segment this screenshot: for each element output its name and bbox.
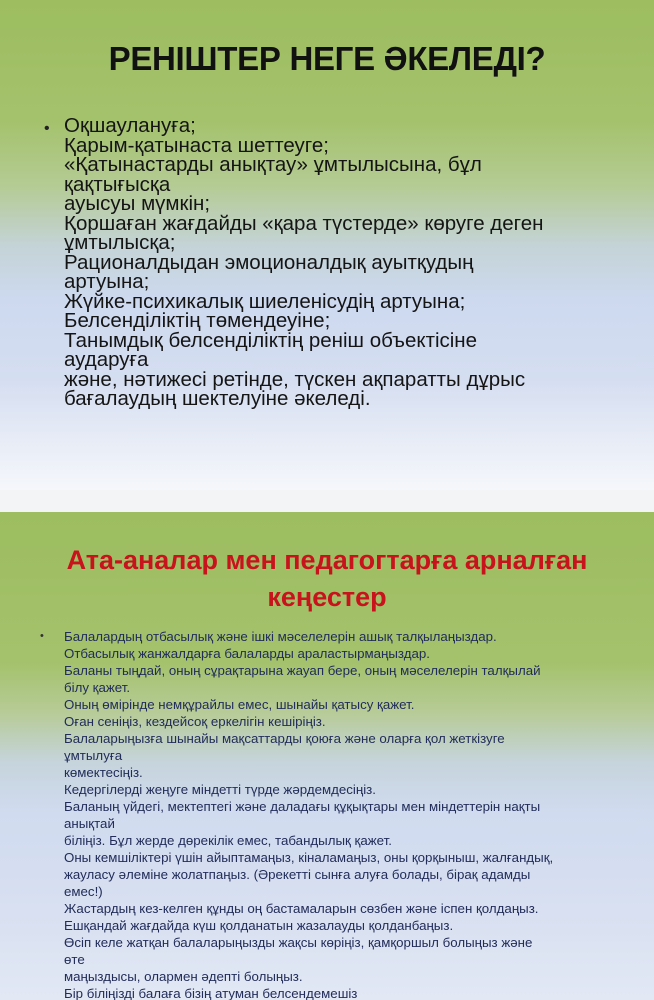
slide-1-bullet-list: [44, 116, 634, 409]
text-line: Танымдық белсенділіктің реніш объектісіне: [64, 328, 478, 352]
bullet-marker: •: [44, 120, 50, 137]
text-line: Оның өмірінде немқұрайлы емес, шынайы қатысу қажет.: [64, 697, 415, 712]
text-line: Баланың үйдегі, мектептегі және даладағы құқықтары мен міндеттерін нақты: [64, 799, 541, 814]
text-line: Баланы тыңдай, оның сұрақтарына жауап бере, оның мәселелерін талқылай: [64, 663, 541, 678]
text-line: «Қатынастарды анықтау» ұмтылысына, бұл: [64, 153, 482, 176]
list-item: [44, 116, 634, 409]
text-line: Кедергілерді жеңуге міндетті түрде жәрдемдесіңіз.: [64, 782, 376, 797]
text-line: өте: [64, 952, 85, 967]
text-line: білу қажет.: [64, 680, 131, 695]
text-line: Оқшаулануға;: [64, 114, 196, 137]
text-line: Отбасылық жанжалдарға балаларды араластырмаңыздар.: [64, 646, 430, 661]
text-line: біліңіз. Бұл жерде дөрекілік емес, табандылық қажет.: [64, 833, 392, 848]
text-line: Балалардың отбасылық және ішкі мәселелерін ашық талқылаңыздар.: [64, 629, 497, 644]
text-line: Жастардың кез-келген құнды оң бастамаларын сөзбен және іспен қолдаңыз.: [64, 901, 539, 916]
text-line: емес!): [64, 884, 103, 899]
text-line: Оған сеніңіз, кездейсоқ еркелігін кешіріңіз.: [64, 714, 326, 729]
text-line: және, нәтижесі ретінде, түскен ақпаратты дұрыс: [64, 367, 526, 391]
list-item: [40, 628, 640, 1000]
text-line: Қарым-қатынаста шеттеуге;: [64, 133, 329, 157]
slide-separator: [0, 490, 654, 512]
slide-2: [0, 512, 654, 1000]
text-line: Белсенділіктің төмендеуіне;: [64, 309, 331, 332]
text-line: Жүйке-психикалық шиеленісудің артуына;: [64, 289, 466, 313]
text-line: көмектесіңіз.: [64, 765, 143, 780]
text-line: ұмтылуға: [64, 748, 123, 763]
text-line: анықтай: [64, 816, 115, 831]
text-line: Оны кемшіліктері үшін айыптамаңыз, кіналамаңыз, оны қорқыныш, жалғандық,: [64, 850, 554, 865]
text-line: артуына;: [64, 270, 150, 293]
text-line: жауласу әлеміне жолатпаңыз. (Әрекетті сынға алуға болады, бірақ адамды: [64, 867, 531, 882]
text-line: Рационалдыдан эмоционалдық ауытқудың: [64, 250, 474, 274]
text-line: ауысуы мүмкін;: [64, 192, 211, 215]
text-line: бағалаудың шектелуіне әкеледі.: [64, 387, 371, 410]
text-line: Қоршаған жағдайды «қара түстерде» көруге деген: [64, 211, 544, 235]
slide-1-title: РЕНІШТЕР НЕГЕ ӘКЕЛЕДІ?: [108, 40, 546, 77]
text-line: Балаларыңызға шынайы мақсаттарды қоюға және оларға қол жеткізуге: [64, 731, 505, 746]
text-line: ұмтылысқа;: [64, 231, 176, 254]
text-line: аударуға: [64, 348, 149, 371]
bullet-marker: •: [40, 630, 44, 642]
text-line: Бір біліңізді балаға бізің атуман белсендемешіз: [64, 986, 358, 1000]
slide-2-title: Ата-аналар мен педагогтарға арналған кеңестер: [66, 545, 588, 612]
text-line: Өсіп келе жатқан балаларыңызды жақсы көріңіз, қамқоршыл болыңыз және: [64, 935, 533, 950]
slide-1: [0, 0, 654, 490]
text-line: Ешқандай жағдайда күш қолданатын жазалауды қолданбаңыз.: [64, 918, 454, 933]
slide-2-bullet-list: [40, 628, 640, 1000]
text-line: қақтығысқа: [64, 172, 171, 196]
text-line: маңыздысы, олармен әдепті болыңыз.: [64, 969, 303, 984]
